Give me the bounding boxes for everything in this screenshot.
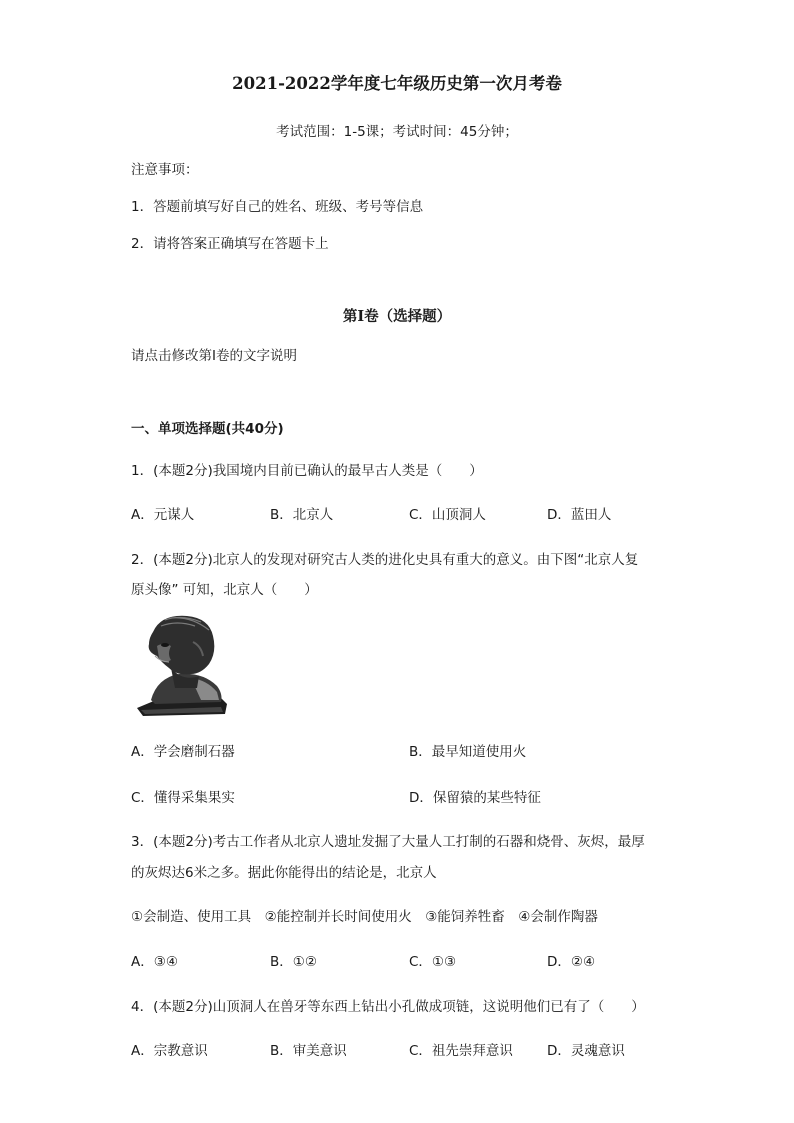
section-heading: 一、单项选择题(共40分) [131, 421, 284, 437]
q1-option-c[interactable]: C．山顶洞人 [409, 507, 486, 523]
question-2-stem-cont: 原头像” 可知，北京人（ ） [131, 582, 318, 598]
q2-option-c[interactable]: C．懂得采集果实 [131, 790, 235, 806]
q3-option-c[interactable]: C．①③ [409, 954, 457, 970]
part1-title: 第I卷（选择题） [342, 308, 452, 325]
question-1-stem: 1．(本题2分)我国境内目前已确认的最早古人类是（ ） [131, 463, 483, 479]
q2-option-a[interactable]: A．学会磨制石器 [131, 744, 235, 760]
q1-option-b[interactable]: B．北京人 [270, 507, 334, 523]
q3-option-a[interactable]: A．③④ [131, 954, 178, 970]
exam-info: 考试范围：1-5课；考试时间：45分钟； [276, 124, 518, 140]
question-4-stem: 4．(本题2分)山顶洞人在兽牙等东西上钻出小孔做成项链，这说明他们已有了（ ） [131, 999, 645, 1015]
q1-option-d[interactable]: D．蓝田人 [547, 507, 612, 523]
q3-option-d[interactable]: D．②④ [547, 954, 596, 970]
notes-heading: 注意事项： [131, 162, 199, 178]
question-2-stem: 2．(本题2分)北京人的发现对研究古人类的进化史具有重大的意义。由下图“北京人复 [131, 552, 639, 568]
q1-option-a[interactable]: A．元谋人 [131, 507, 195, 523]
question-3-stem-cont: 的灰烬达6米之多。据此你能得出的结论是，北京人 [131, 865, 437, 881]
peking-man-bust-image [131, 612, 229, 718]
q2-option-b[interactable]: B．最早知道使用火 [409, 744, 527, 760]
question-3-stem: 3．(本题2分)考古工作者从北京人遗址发掘了大量人工打制的石器和烧骨、灰烬，最厚 [131, 834, 645, 850]
q4-option-c[interactable]: C．祖先崇拜意识 [409, 1043, 513, 1059]
note-item: 1．答题前填写好自己的姓名、班级、考号等信息 [131, 199, 424, 215]
q2-option-d[interactable]: D．保留猿的某些特征 [409, 790, 541, 806]
question-3-statements: ①会制造、使用工具 ②能控制并长时间使用火 ③能饲养牲畜 ④会制作陶器 [131, 909, 598, 925]
part1-hint: 请点击修改第I卷的文字说明 [131, 348, 297, 364]
q4-option-b[interactable]: B．审美意识 [270, 1043, 347, 1059]
q3-option-b[interactable]: B．①② [270, 954, 317, 970]
q4-option-d[interactable]: D．灵魂意识 [547, 1043, 625, 1059]
note-item: 2．请将答案正确填写在答题卡上 [131, 236, 329, 252]
q4-option-a[interactable]: A．宗教意识 [131, 1043, 208, 1059]
exam-title: 2021-2022学年度七年级历史第一次月考卷 [232, 74, 562, 93]
